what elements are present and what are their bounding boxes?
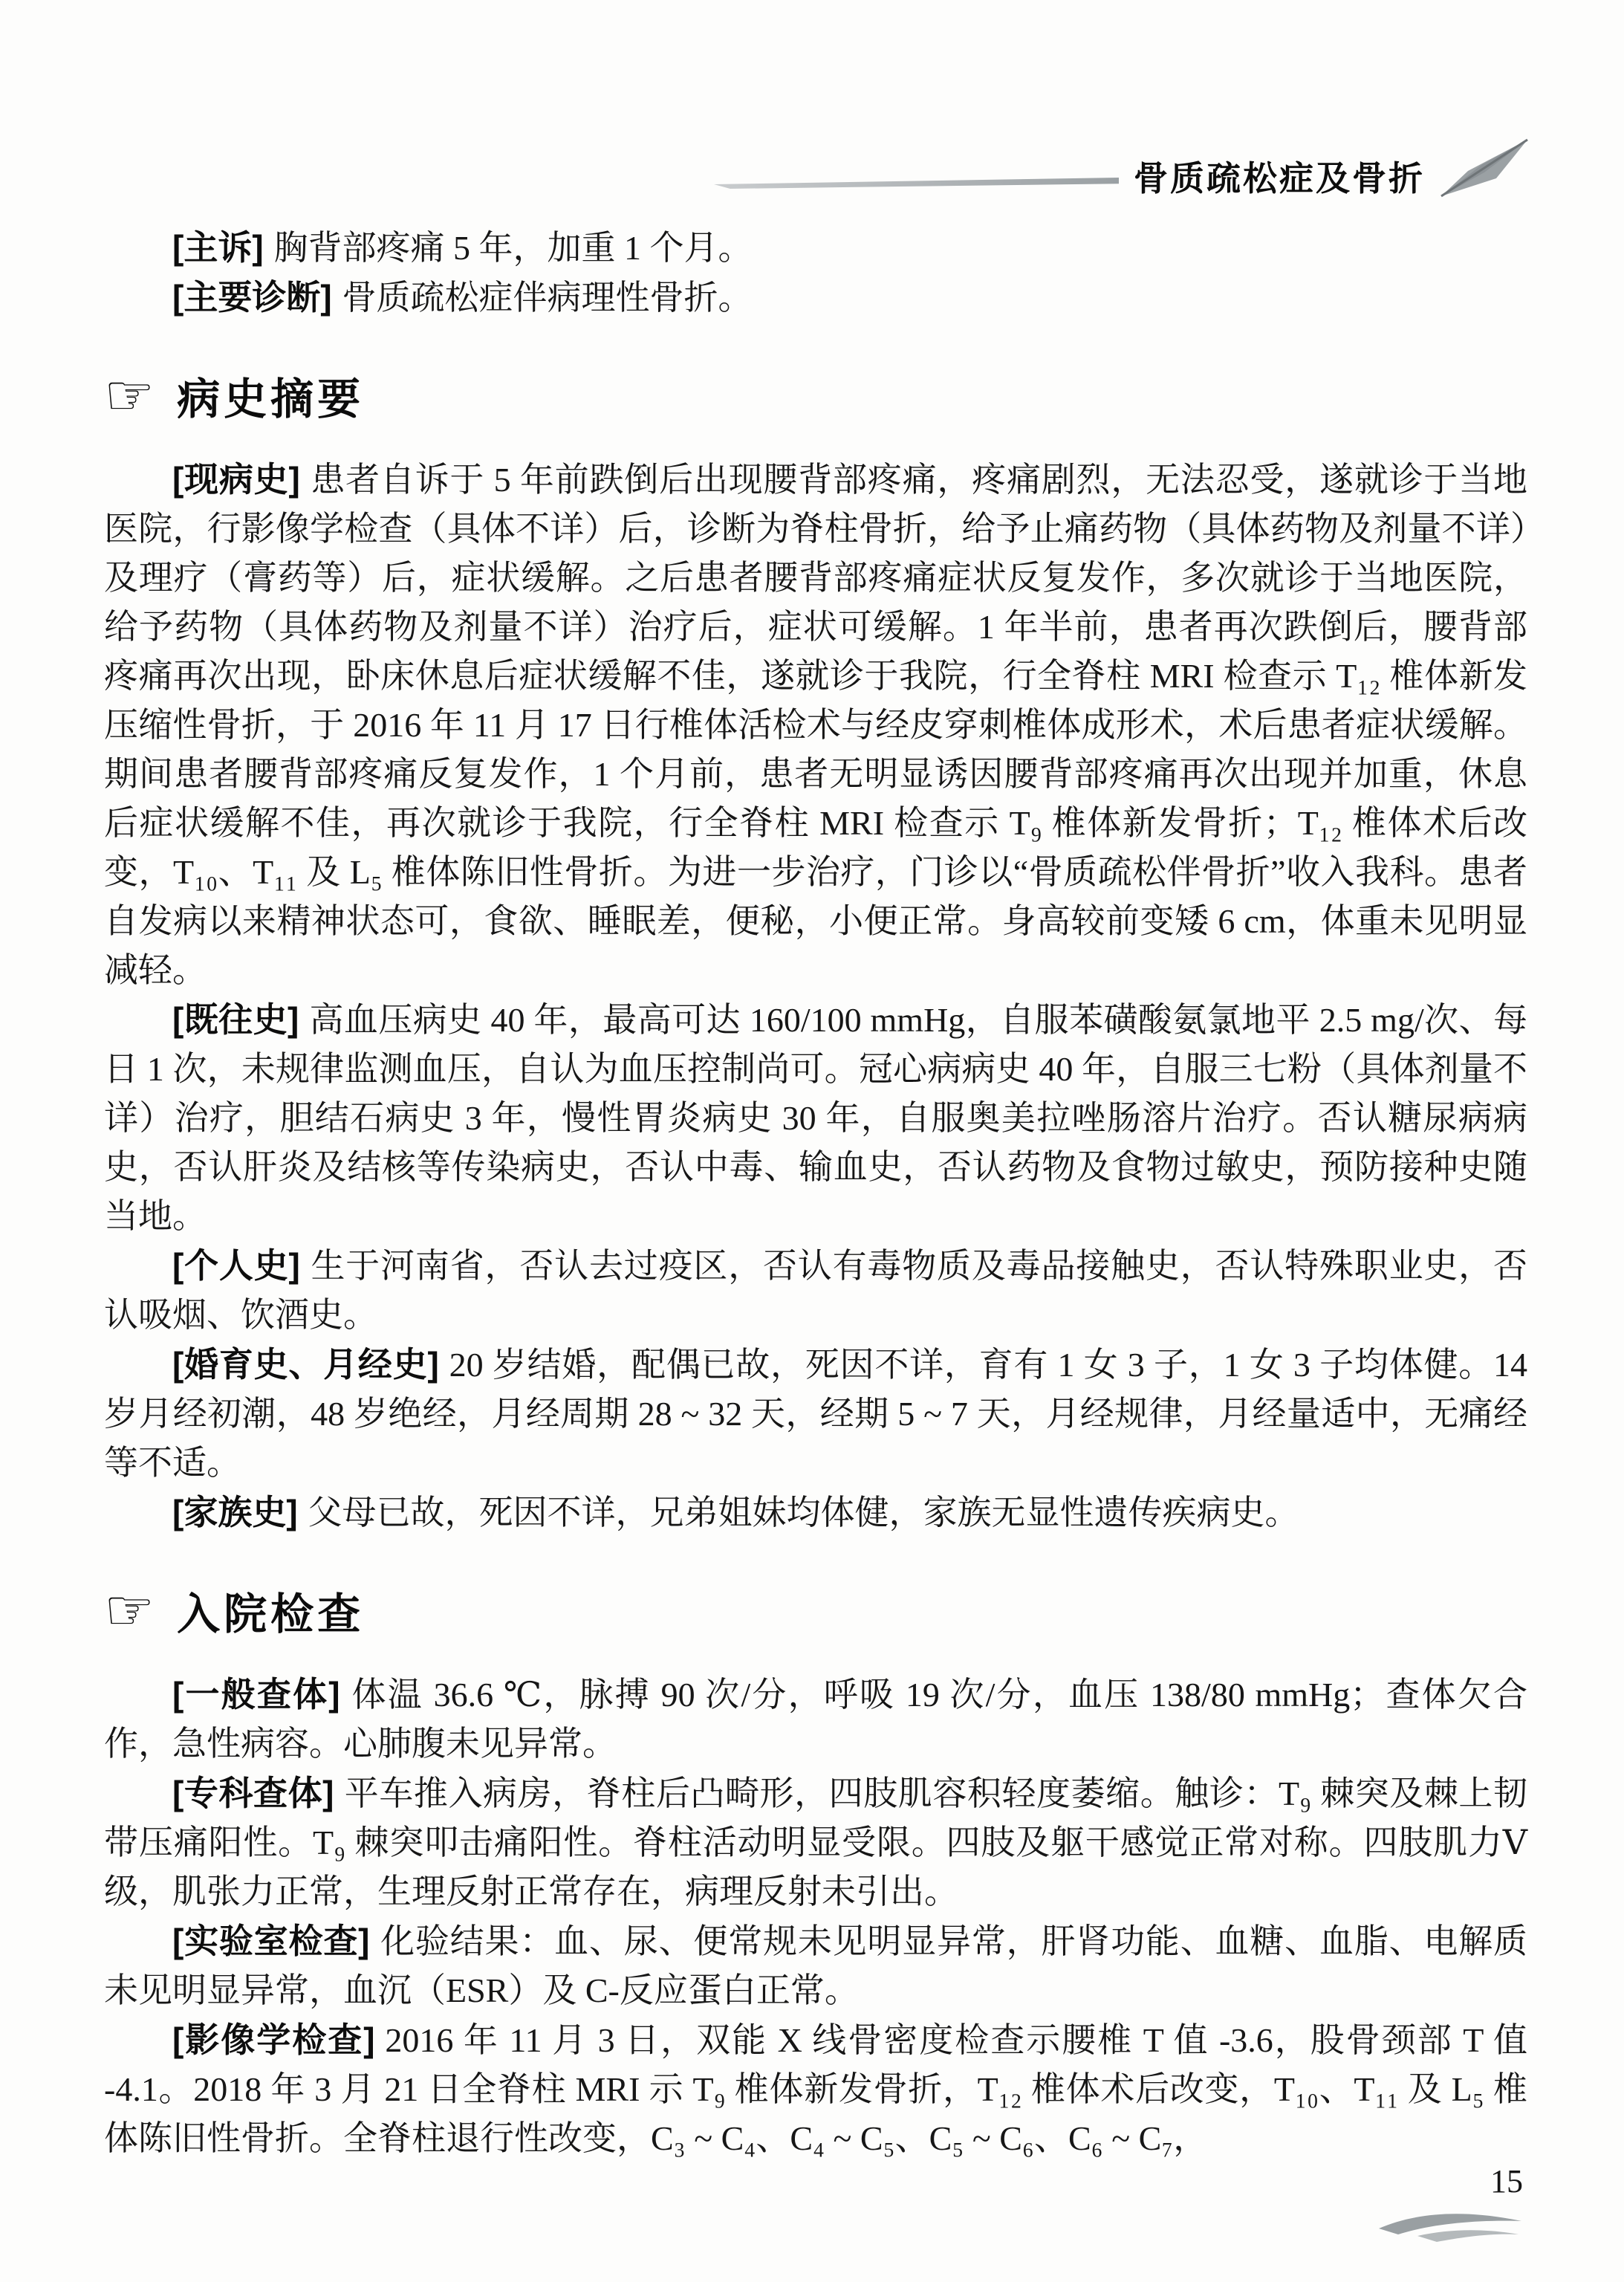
field-text-family-history: 父母已故，死因不详，兄弟姐妹均体健，家族无显性遗传疾病史。 <box>308 1494 1299 1531</box>
paragraph-specialty-exam <box>104 1769 1527 1916</box>
paragraph-personal-history <box>104 1241 1527 1340</box>
chapter-title: 骨质疏松症及骨折 <box>1134 159 1425 198</box>
section-heading-text-history-summary: 病史摘要 <box>177 375 365 424</box>
paragraph-past-history <box>104 995 1527 1241</box>
field-label-primary-diagnosis: [主要诊断] <box>172 278 332 317</box>
paragraph-imaging <box>104 2015 1527 2163</box>
header-rule-swoosh <box>714 178 1119 189</box>
section-heading-history-summary <box>104 364 1527 427</box>
paragraph-present-illness <box>104 455 1527 995</box>
field-text-specialty-exam: 平车推入病房，脊柱后凸畸形，四肢肌容积轻度萎缩。触诊：T₉ 棘突及棘上韧带压痛阳性。T₉ 棘突叩击痛阳性。脊柱活动明显受限。四肢及躯干感觉正常对称。四肢肌力Ⅴ级，肌张力正常，生理反射正常存在，病理反射未引出。 <box>104 1774 1527 1910</box>
field-label-marital-menstrual-history: [婚育史、月经史] <box>172 1345 439 1384</box>
field-label-past-history: [既往史] <box>172 1000 299 1039</box>
field-text-lab-tests: 化验结果：血、尿、便常规未见明显异常，肝肾功能、血糖、血脂、电解质未见明显异常，血沉（ESR）及 C-反应蛋白正常。 <box>104 1922 1528 2009</box>
field-text-marital-menstrual-history: 20 岁结婚，配偶已故，死因不详，育有 1 女 3 子，1 女 3 子均体健。14 岁月经初潮，48 岁绝经，月经周期 28 ~ 32 天，经期 5 ~ 7 天，月经规律，月经量适中，无痛经等不适。 <box>104 1346 1527 1482</box>
paragraph-general-exam <box>104 1670 1527 1769</box>
section-heading-text-admission-exam: 入院检查 <box>177 1590 365 1638</box>
paragraph-marital-menstrual-history <box>104 1340 1527 1488</box>
field-label-chief-complaint: [主诉] <box>172 228 264 267</box>
page-footer <box>1377 2162 1523 2248</box>
pointing-hand-icon: ☞ <box>104 1577 155 1643</box>
page-header <box>104 138 1529 198</box>
field-label-general-exam: [一般查体] <box>172 1675 340 1714</box>
paragraph-family-history <box>104 1488 1527 1537</box>
page-number: 15 <box>1490 2163 1523 2200</box>
paragraph-primary-diagnosis <box>104 273 1527 322</box>
field-label-personal-history: [个人史] <box>172 1246 300 1285</box>
pointing-hand-icon: ☞ <box>104 362 155 428</box>
field-text-past-history: 高血压病史 40 年，最高可达 160/100 mmHg，自服苯磺酸氨氯地平 2.5 mg/次、每日 1 次，未规律监测血压，自认为血压控制尚可。冠心病病史 40 年，自服三七粉（具体剂量不详）治疗，胆结石病史 3 年，慢性胃炎病史 30 年，自服奥美拉唑肠溶片治疗。否认糖尿病病史，否认肝炎及结核等传染病史，否认中毒、输血史，否认药物及食物过敏史，预防接种史随当地。 <box>104 1001 1527 1235</box>
field-text-present-illness: 患者自诉于 5 年前跌倒后出现腰背部疼痛，疼痛剧烈，无法忍受，遂就诊于当地医院，行影像学检查（具体不详）后，诊断为脊柱骨折，给予止痛药物（具体药物及剂量不详）及理疗（膏药等）后，症状缓解。之后患者腰背部疼痛症状反复发作，多次就诊于当地医院，给予药物（具体药物及剂量不详）治疗后，症状可缓解。1 年半前，患者再次跌倒后，腰背部疼痛再次出现，卧床休息后症状缓解不佳，遂就诊于我院，行全脊柱 MRI 检查示 T₁₂ 椎体新发压缩性骨折，于 2016 年 11 月 17 日行椎体活检术与经皮穿刺椎体成形术，术后患者症状缓解。期间患者腰背部疼痛反复发作，1 个月前，患者无明显诱因腰背部疼痛再次出现并加重，休息后症状缓解不佳，再次就诊于我院，行全脊柱 MRI 检查示 T₉ 椎体新发骨折；T₁₂ 椎体术后改变，T₁₀、T₁₁ 及 L₅ 椎体陈旧性骨折。为进一步治疗，门诊以“骨质疏松伴骨折”收入我科。患者自发病以来精神状态可，食欲、睡眠差，便秘，小便正常。身高较前变矮 6 cm，体重未见明显减轻。 <box>104 461 1527 989</box>
field-label-specialty-exam: [专科查体] <box>172 1774 334 1812</box>
field-text-primary-diagnosis: 骨质疏松症伴病理性骨折。 <box>342 279 753 317</box>
paragraph-lab-tests <box>104 1916 1527 2015</box>
field-label-present-illness: [现病史] <box>172 460 300 499</box>
field-text-general-exam: 体温 36.6 ℃，脉搏 90 次/分，呼吸 19 次/分，血压 138/80 mmHg；查体欠合作，急性病容。心肺腹未见异常。 <box>104 1676 1527 1763</box>
paragraph-chief-complaint <box>104 223 1527 273</box>
footer-swoosh-icon <box>1377 2203 1523 2248</box>
section-heading-admission-exam <box>104 1579 1527 1641</box>
field-label-family-history: [家族史] <box>172 1493 298 1531</box>
field-label-lab-tests: [实验室检查] <box>172 1922 370 1960</box>
field-label-imaging: [影像学检查] <box>172 2020 375 2059</box>
page-content <box>104 223 1527 2163</box>
field-text-imaging: 2016 年 11 月 3 日，双能 X 线骨密度检查示腰椎 T 值 -3.6，股骨颈部 T 值 -4.1。2018 年 3 月 21 日全脊柱 MRI 示 T₉ 椎体新发骨折，T₁₂ 椎体术后改变，T₁₀、T₁₁ 及 L₅ 椎体陈旧性骨折。全脊柱退行性改变，C₃ ~ C₄、C₄ ~ C₅、C₅ ~ C₆、C₆ ~ C₇， <box>104 2021 1527 2157</box>
field-text-personal-history: 生于河南省，否认去过疫区，否认有毒物质及毒品接触史，否认特殊职业史，否认吸烟、饮酒史。 <box>104 1247 1527 1334</box>
pen-nib-icon <box>1440 138 1529 198</box>
field-text-chief-complaint: 胸背部疼痛 5 年，加重 1 个月。 <box>273 229 753 267</box>
